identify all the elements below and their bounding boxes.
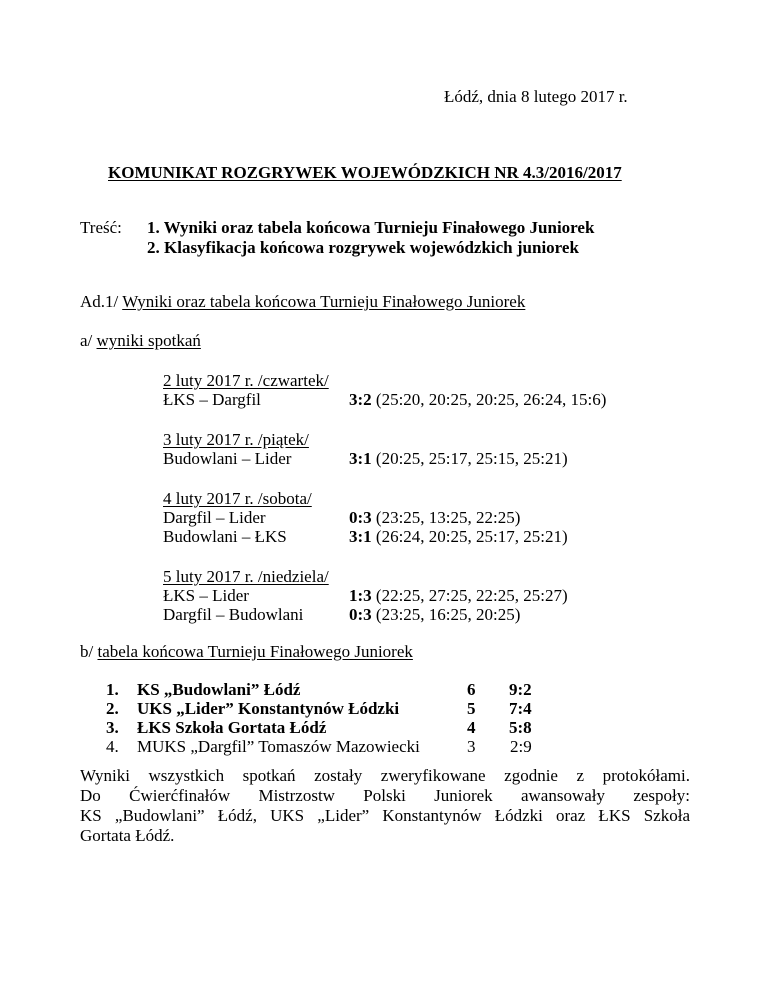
page-title: KOMUNIKAT ROZGRYWEK WOJEWÓDZKICH NR 4.3/2016/2017	[108, 163, 622, 182]
match-teams: ŁKS – Lider	[163, 586, 249, 605]
results-prefix: a/	[80, 331, 93, 350]
standings-points: 3	[467, 737, 476, 756]
closing-line: Gortata Łódź.	[80, 826, 175, 845]
match-day-date: 4 luty 2017 r. /sobota/	[163, 489, 312, 508]
match-teams: Dargfil – Budowlani	[163, 605, 304, 624]
match-sets: (23:25, 13:25, 22:25)	[375, 508, 521, 527]
section1-heading	[80, 292, 525, 312]
closing-paragraph	[80, 766, 690, 846]
match-sets: (25:20, 20:25, 20:25, 26:24, 15:6)	[375, 390, 607, 409]
standings-prefix: b/	[80, 642, 94, 661]
match-sets: (20:25, 25:17, 25:15, 25:21)	[375, 449, 568, 468]
match-score: 0:3	[349, 605, 372, 624]
match-result	[349, 605, 520, 625]
standings-team: UKS „Lider” Konstantynów Łódzki	[137, 699, 400, 718]
match-score: 3:2	[349, 390, 372, 409]
closing-line: KS „Budowlani” Łódź, UKS „Lider” Konstantynów Łódzki oraz ŁKS Szkoła	[80, 806, 690, 825]
standings-team: ŁKS Szkoła Gortata Łódź	[137, 718, 327, 737]
match-result	[349, 586, 568, 606]
standings-team: MUKS „Dargfil” Tomaszów Mazowiecki	[137, 737, 420, 756]
contents-item: 1. Wyniki oraz tabela końcowa Turnieju Finałowego Juniorek	[147, 218, 595, 237]
match-score: 1:3	[349, 586, 372, 605]
standings-pos: 1.	[106, 680, 119, 699]
standings-sets: 2:9	[510, 737, 532, 756]
contents-label: Treść:	[80, 218, 122, 237]
standings-points: 5	[467, 699, 476, 718]
match-day-date: 2 luty 2017 r. /czwartek/	[163, 371, 329, 390]
standings-pos: 4.	[106, 737, 119, 756]
closing-line: Do Ćwierćfinałów Mistrzostw Polski Juniorek awansowały zespoły:	[80, 786, 690, 805]
standings-sets: 7:4	[509, 699, 532, 718]
results-title: wyniki spotkań	[96, 331, 201, 350]
match-teams: Budowlani – ŁKS	[163, 527, 287, 546]
match-teams: Budowlani – Lider	[163, 449, 292, 468]
closing-line: Wyniki wszystkich spotkań zostały zweryfikowane zgodnie z protokółami.	[80, 766, 690, 785]
standings-sets: 5:8	[509, 718, 532, 737]
standings-pos: 3.	[106, 718, 119, 737]
match-result	[349, 390, 606, 410]
match-sets: (26:24, 20:25, 25:17, 25:21)	[375, 527, 568, 546]
match-sets: (23:25, 16:25, 20:25)	[375, 605, 521, 624]
contents-item: 2. Klasyfikacja końcowa rozgrywek wojewódzkich juniorek	[147, 238, 579, 257]
match-result	[349, 449, 568, 469]
match-teams: ŁKS – Dargfil	[163, 390, 261, 409]
results-heading	[80, 331, 201, 351]
match-day-date: 3 luty 2017 r. /piątek/	[163, 430, 309, 449]
section1-title: Wyniki oraz tabela końcowa Turnieju Finałowego Juniorek	[122, 292, 526, 311]
match-day-date: 5 luty 2017 r. /niedziela/	[163, 567, 329, 586]
standings-points: 6	[467, 680, 476, 699]
standings-heading	[80, 642, 413, 662]
match-score: 3:1	[349, 449, 372, 468]
standings-title: tabela końcowa Turnieju Finałowego Juniorek	[97, 642, 413, 661]
standings-sets: 9:2	[509, 680, 532, 699]
standings-team: KS „Budowlani” Łódź	[137, 680, 301, 699]
match-sets: (22:25, 27:25, 22:25, 25:27)	[375, 586, 568, 605]
match-result	[349, 527, 568, 547]
section1-prefix: Ad.1/	[80, 292, 119, 311]
match-score: 0:3	[349, 508, 372, 527]
match-score: 3:1	[349, 527, 372, 546]
match-teams: Dargfil – Lider	[163, 508, 266, 527]
standings-points: 4	[467, 718, 476, 737]
date-line: Łódź, dnia 8 lutego 2017 r.	[444, 87, 628, 106]
standings-pos: 2.	[106, 699, 119, 718]
match-result	[349, 508, 520, 528]
